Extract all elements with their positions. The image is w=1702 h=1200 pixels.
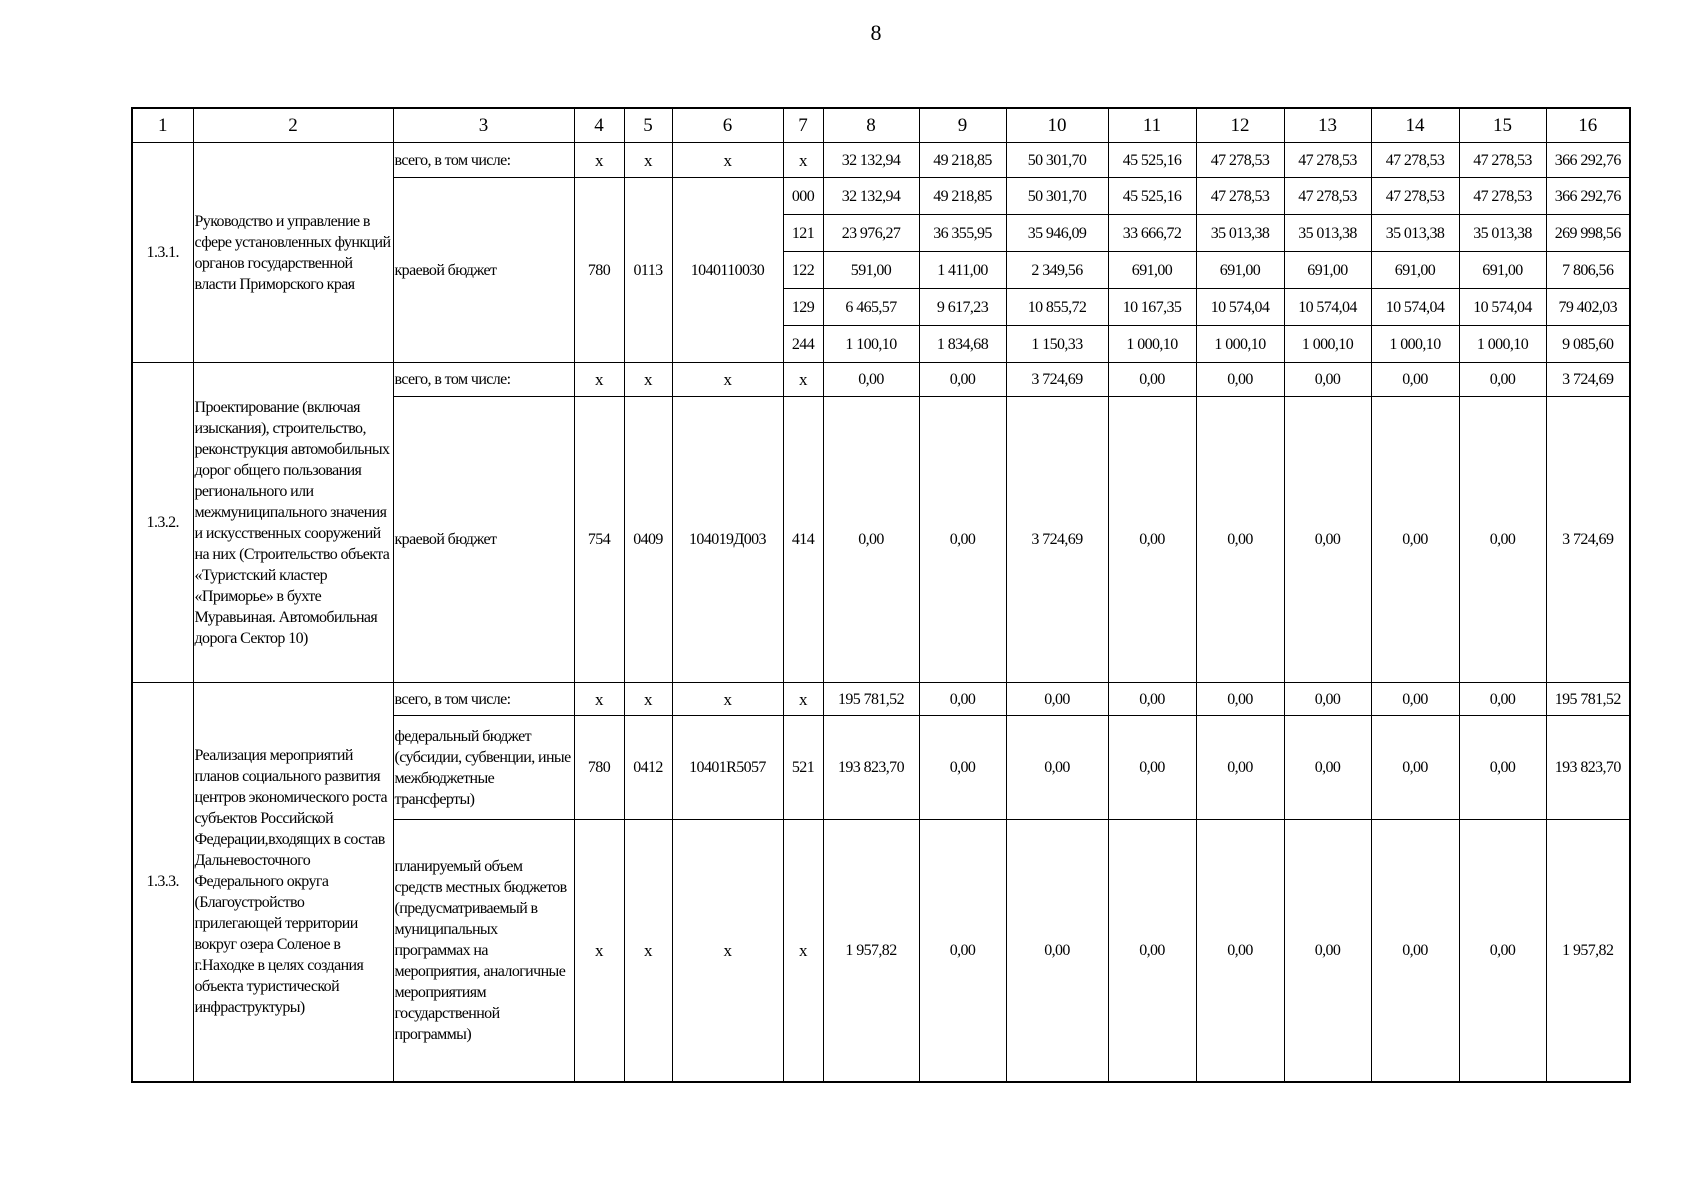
value-cell: 33 666,72 — [1108, 215, 1196, 252]
value-cell: 366 292,76 — [1546, 178, 1630, 215]
header-cell: 13 — [1284, 108, 1371, 143]
value-cell: 47 278,53 — [1196, 178, 1284, 215]
page-number: 8 — [870, 20, 882, 45]
header-cell: 7 — [783, 108, 823, 143]
cell-csr: x — [672, 363, 783, 397]
header-cell: 9 — [919, 108, 1006, 143]
value-cell: 0,00 — [1284, 363, 1371, 397]
cell-csr: x — [672, 143, 783, 178]
value-cell: 0,00 — [1284, 683, 1371, 716]
value-cell: 50 301,70 — [1006, 178, 1108, 215]
value-cell: 0,00 — [1108, 363, 1196, 397]
value-cell: 47 278,53 — [1371, 178, 1459, 215]
cell-rzpr: x — [624, 683, 672, 716]
value-cell: 3 724,69 — [1006, 397, 1108, 683]
source-label: краевой бюджет — [393, 397, 574, 683]
value-cell: 10 574,04 — [1459, 289, 1546, 326]
value-cell: 269 998,56 — [1546, 215, 1630, 252]
header-cell: 11 — [1108, 108, 1196, 143]
value-cell: 49 218,85 — [919, 143, 1006, 178]
value-cell: 0,00 — [1459, 397, 1546, 683]
value-cell: 3 724,69 — [1546, 363, 1630, 397]
value-cell: 0,00 — [1459, 363, 1546, 397]
value-cell: 193 823,70 — [1546, 716, 1630, 820]
value-cell: 0,00 — [1459, 716, 1546, 820]
cell-rzpr: x — [624, 820, 672, 1082]
value-cell: 0,00 — [1196, 716, 1284, 820]
value-cell: 0,00 — [1371, 397, 1459, 683]
cell-rzpr: 0412 — [624, 716, 672, 820]
value-cell: 0,00 — [823, 397, 919, 683]
value-cell: 10 574,04 — [1284, 289, 1371, 326]
cell-csr: x — [672, 820, 783, 1082]
value-cell: 0,00 — [823, 363, 919, 397]
value-cell: 1 000,10 — [1108, 326, 1196, 363]
header-cell: 6 — [672, 108, 783, 143]
cell-vr: 122 — [783, 252, 823, 289]
value-cell: 0,00 — [1108, 820, 1196, 1082]
value-cell: 591,00 — [823, 252, 919, 289]
source-label: всего, в том числе: — [393, 143, 574, 178]
value-cell: 691,00 — [1371, 252, 1459, 289]
header-cell: 4 — [574, 108, 624, 143]
value-cell: 1 000,10 — [1459, 326, 1546, 363]
value-cell: 195 781,52 — [1546, 683, 1630, 716]
value-cell: 0,00 — [1284, 820, 1371, 1082]
value-cell: 10 574,04 — [1196, 289, 1284, 326]
value-cell: 45 525,16 — [1108, 178, 1196, 215]
value-cell: 1 411,00 — [919, 252, 1006, 289]
cell-vr: 129 — [783, 289, 823, 326]
value-cell: 1 957,82 — [823, 820, 919, 1082]
cell-grbs: x — [574, 820, 624, 1082]
cell-csr: 104019Д003 — [672, 397, 783, 683]
value-cell: 0,00 — [1371, 716, 1459, 820]
value-cell: 1 000,10 — [1371, 326, 1459, 363]
value-cell: 0,00 — [919, 683, 1006, 716]
value-cell: 10 574,04 — [1371, 289, 1459, 326]
value-cell: 47 278,53 — [1459, 143, 1546, 178]
value-cell: 9 085,60 — [1546, 326, 1630, 363]
budget-table — [131, 107, 1631, 1083]
cell-csr: 10401R5057 — [672, 716, 783, 820]
cell-csr: x — [672, 683, 783, 716]
measure-name: Реализация мероприятий планов социального развития центров экономического роста субъектов Российской Федерации,входящих в состав Дальневосточного Федерального округа (Благоустройство прилегающей территории вокруг озера Соленое в г.Находке в целях создания объекта туристической инфраструктуры) — [193, 683, 393, 1082]
value-cell: 35 013,38 — [1371, 215, 1459, 252]
value-cell: 0,00 — [1108, 683, 1196, 716]
cell-rzpr: x — [624, 143, 672, 178]
value-cell: 1 834,68 — [919, 326, 1006, 363]
value-cell: 10 855,72 — [1006, 289, 1108, 326]
row-number: 1.3.3. — [132, 683, 193, 1082]
header-cell: 3 — [393, 108, 574, 143]
value-cell: 195 781,52 — [823, 683, 919, 716]
value-cell: 3 724,69 — [1006, 363, 1108, 397]
value-cell: 0,00 — [1108, 716, 1196, 820]
source-label: всего, в том числе: — [393, 363, 574, 397]
header-cell: 5 — [624, 108, 672, 143]
value-cell: 1 100,10 — [823, 326, 919, 363]
value-cell: 0,00 — [1108, 397, 1196, 683]
value-cell: 691,00 — [1196, 252, 1284, 289]
value-cell: 193 823,70 — [823, 716, 919, 820]
value-cell: 1 000,10 — [1284, 326, 1371, 363]
value-cell: 691,00 — [1459, 252, 1546, 289]
value-cell: 2 349,56 — [1006, 252, 1108, 289]
header-cell: 12 — [1196, 108, 1284, 143]
measure-name: Руководство и управление в сфере установленных функций органов государственной власти Приморского края — [193, 143, 393, 363]
cell-grbs: x — [574, 363, 624, 397]
value-cell: 79 402,03 — [1546, 289, 1630, 326]
value-cell: 0,00 — [1006, 683, 1108, 716]
cell-vr: x — [783, 143, 823, 178]
value-cell: 47 278,53 — [1459, 178, 1546, 215]
value-cell: 47 278,53 — [1371, 143, 1459, 178]
value-cell: 47 278,53 — [1196, 143, 1284, 178]
value-cell: 0,00 — [1459, 683, 1546, 716]
value-cell: 0,00 — [1006, 820, 1108, 1082]
cell-vr: x — [783, 683, 823, 716]
cell-rzpr: x — [624, 363, 672, 397]
value-cell: 0,00 — [1371, 820, 1459, 1082]
table-row — [132, 363, 1630, 397]
row-number: 1.3.1. — [132, 143, 193, 363]
cell-vr: 000 — [783, 178, 823, 215]
value-cell: 6 465,57 — [823, 289, 919, 326]
value-cell: 0,00 — [1196, 683, 1284, 716]
header-cell: 2 — [193, 108, 393, 143]
header-cell: 14 — [1371, 108, 1459, 143]
value-cell: 47 278,53 — [1284, 143, 1371, 178]
value-cell: 0,00 — [919, 820, 1006, 1082]
value-cell: 0,00 — [919, 397, 1006, 683]
value-cell: 3 724,69 — [1546, 397, 1630, 683]
value-cell: 0,00 — [1371, 683, 1459, 716]
value-cell: 0,00 — [1006, 716, 1108, 820]
value-cell: 35 013,38 — [1196, 215, 1284, 252]
value-cell: 0,00 — [1284, 397, 1371, 683]
cell-grbs: 754 — [574, 397, 624, 683]
value-cell: 691,00 — [1108, 252, 1196, 289]
value-cell: 0,00 — [1196, 820, 1284, 1082]
value-cell: 0,00 — [1196, 397, 1284, 683]
value-cell: 366 292,76 — [1546, 143, 1630, 178]
value-cell: 0,00 — [1459, 820, 1546, 1082]
header-cell: 10 — [1006, 108, 1108, 143]
value-cell: 35 013,38 — [1284, 215, 1371, 252]
value-cell: 7 806,56 — [1546, 252, 1630, 289]
table-row — [132, 683, 1630, 716]
cell-vr: x — [783, 363, 823, 397]
measure-name: Проектирование (включая изыскания), строительство, реконструкция автомобильных дорог общего пользования регионального или межмуниципального значения и искусственных сооружений на них (Строительство объекта «Туристский кластер «Приморье» в бухте Муравьиная. Автомобильная дорога Сектор 10) — [193, 363, 393, 683]
source-label: краевой бюджет — [393, 178, 574, 363]
value-cell: 1 957,82 — [1546, 820, 1630, 1082]
value-cell: 50 301,70 — [1006, 143, 1108, 178]
value-cell: 23 976,27 — [823, 215, 919, 252]
value-cell: 0,00 — [1284, 716, 1371, 820]
value-cell: 36 355,95 — [919, 215, 1006, 252]
value-cell: 32 132,94 — [823, 143, 919, 178]
value-cell: 49 218,85 — [919, 178, 1006, 215]
table-row — [132, 143, 1630, 178]
cell-grbs: x — [574, 143, 624, 178]
cell-grbs: 780 — [574, 716, 624, 820]
value-cell: 0,00 — [1196, 363, 1284, 397]
cell-grbs: x — [574, 683, 624, 716]
value-cell: 691,00 — [1284, 252, 1371, 289]
cell-rzpr: 0409 — [624, 397, 672, 683]
header-cell: 16 — [1546, 108, 1630, 143]
header-cell: 1 — [132, 108, 193, 143]
value-cell: 1 150,33 — [1006, 326, 1108, 363]
cell-vr: x — [783, 820, 823, 1082]
value-cell: 0,00 — [919, 363, 1006, 397]
value-cell: 45 525,16 — [1108, 143, 1196, 178]
cell-vr: 414 — [783, 397, 823, 683]
row-number: 1.3.2. — [132, 363, 193, 683]
source-label: всего, в том числе: — [393, 683, 574, 716]
header-cell: 15 — [1459, 108, 1546, 143]
header-row — [132, 108, 1630, 143]
source-label: федеральный бюджет (субсидии, субвенции, иные межбюджетные трансферты) — [393, 716, 574, 820]
cell-rzpr: 0113 — [624, 178, 672, 363]
value-cell: 9 617,23 — [919, 289, 1006, 326]
value-cell: 0,00 — [1371, 363, 1459, 397]
header-cell: 8 — [823, 108, 919, 143]
value-cell: 35 946,09 — [1006, 215, 1108, 252]
value-cell: 0,00 — [919, 716, 1006, 820]
value-cell: 32 132,94 — [823, 178, 919, 215]
source-label: планируемый объем средств местных бюджетов (предусматриваемый в муниципальных программах на мероприятия, аналогичные мероприятиям государственной программы) — [393, 820, 574, 1082]
cell-grbs: 780 — [574, 178, 624, 363]
cell-vr: 244 — [783, 326, 823, 363]
cell-vr: 121 — [783, 215, 823, 252]
value-cell: 47 278,53 — [1284, 178, 1371, 215]
value-cell: 1 000,10 — [1196, 326, 1284, 363]
value-cell: 35 013,38 — [1459, 215, 1546, 252]
cell-vr: 521 — [783, 716, 823, 820]
value-cell: 10 167,35 — [1108, 289, 1196, 326]
cell-csr: 1040110030 — [672, 178, 783, 363]
